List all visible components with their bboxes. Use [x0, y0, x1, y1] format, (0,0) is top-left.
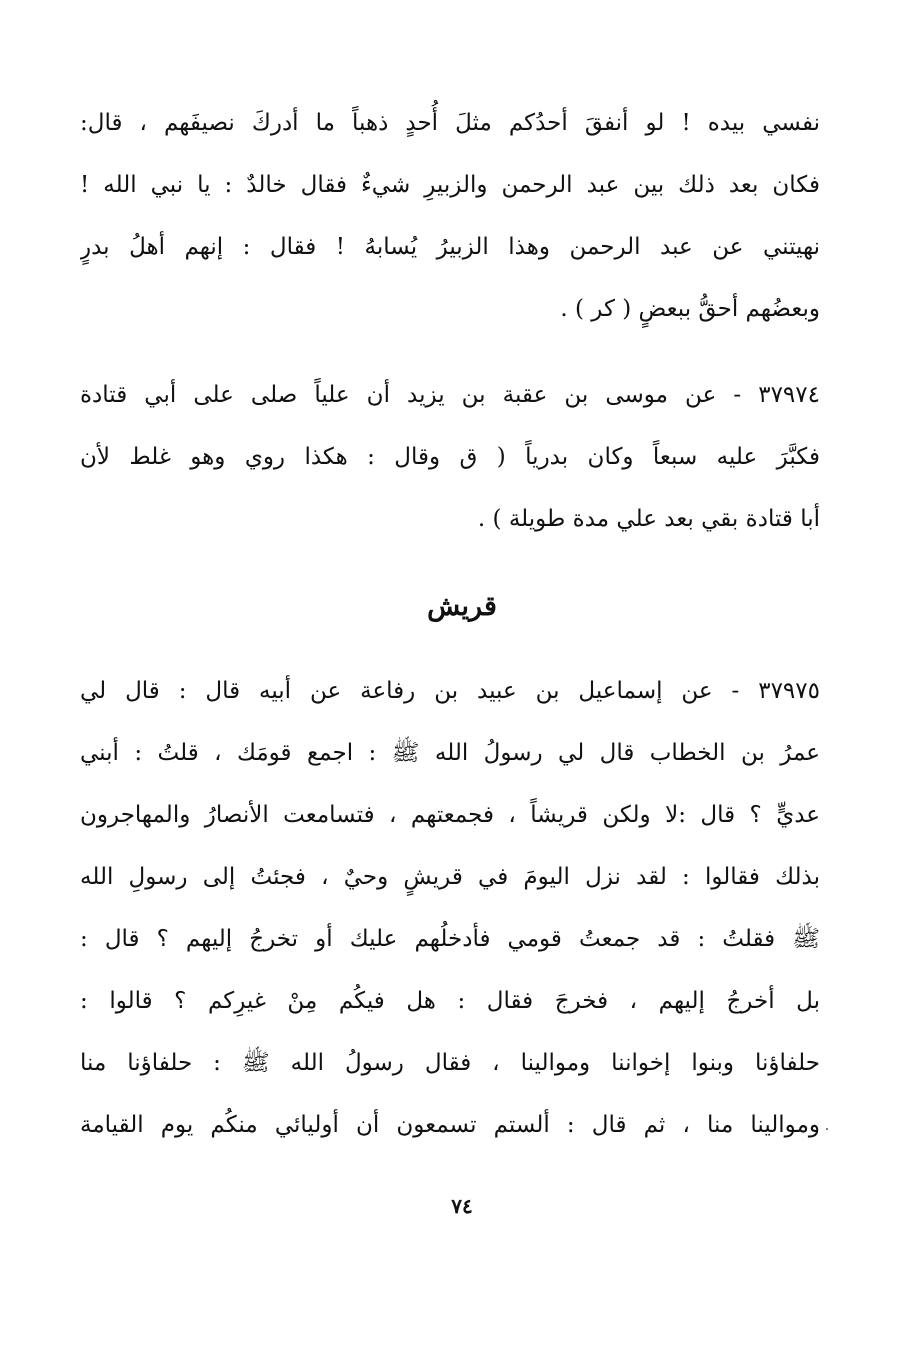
scan-speck	[826, 1128, 828, 1130]
text-line: نفسي بيده ! لو أنفقَ أحدُكم مثلَ أُحدٍ ذهباً ما أدركَ نصيفَهم ، قال:	[80, 110, 820, 136]
text-line: نهيتني عن عبد الرحمن وهذا الزبيرُ يُسابهُ ! فقال : إنهم أهلُ بدرٍ	[80, 234, 820, 260]
page-number: ٧٤	[451, 1194, 473, 1218]
text-line: فكبَّرَ عليه سبعاً وكان بدرياً ( ق وقال : هكذا روي وهو غلط لأن	[80, 444, 820, 470]
hadith-37975	[80, 660, 820, 1156]
text-line: ٣٧٩٧٤ - عن موسى بن عقبة بن يزيد أن علياً صلى على أبي قتادة	[80, 382, 820, 408]
text-line: فكان بعد ذلك بين عبد الرحمن والزبيرِ شيءٌ فقال خالدٌ : يا نبي الله !	[80, 172, 820, 198]
hadith-37974	[80, 364, 820, 550]
text-line: عمرُ بن الخطاب قال لي رسولُ الله ﷺ : اجمع قومَك ، قلتُ : أبني	[80, 740, 820, 766]
text-line: عديٍّ ؟ قال :لا ولكن قريشاً ، فجمعتهم ، فتسامعت الأنصارُ والمهاجرون	[80, 802, 820, 828]
text-line: وموالينا منا ، ثم قال : ألستم تسمعون أن أوليائي منكُم يوم القيامة	[80, 1112, 820, 1138]
text-line: ٣٧٩٧٥ - عن إسماعيل بن عبيد بن رفاعة عن أبيه قال : قال لي	[80, 678, 820, 704]
paragraph-1	[80, 92, 820, 340]
text-line: وبعضُهم أحقُّ ببعضٍ ( كر ) .	[560, 296, 820, 322]
text-line: بذلك فقالوا : لقد نزل اليومَ في قريشٍ وحيٌ ، فجئتُ إلى رسولِ الله	[80, 864, 820, 890]
text-line: أبا قتادة بقي بعد علي مدة طويلة ) .	[477, 506, 820, 532]
text-line: بل أخرجُ إليهم ، فخرجَ فقال : هل فيكُم مِنْ غيرِكم ؟ قالوا :	[80, 988, 820, 1014]
section-heading: قريش	[427, 591, 497, 622]
text-line: حلفاؤنا وبنوا إخواننا وموالينا ، فقال رسولُ الله ﷺ : حلفاؤنا منا	[80, 1050, 820, 1076]
text-line: ﷺ فقلتُ : قد جمعتُ قومي فأدخلُهم عليك أو تخرجُ إليهم ؟ قال :	[80, 926, 820, 952]
